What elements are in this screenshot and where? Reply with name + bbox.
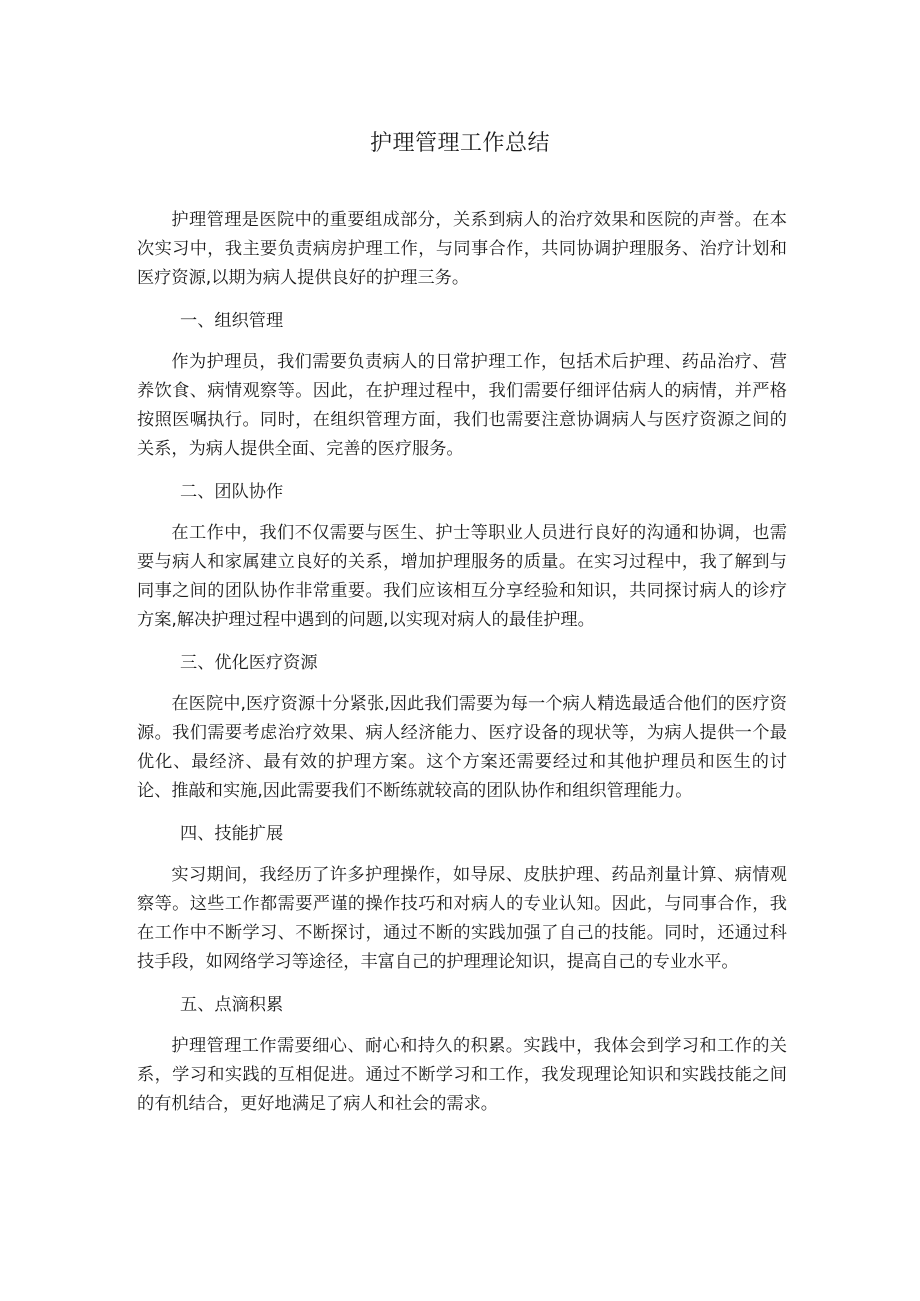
section-heading-organization: 一、组织管理 xyxy=(180,311,284,331)
section-heading-accumulation: 五、点滴积累 xyxy=(180,995,284,1015)
section-text-skills: 实习期间，我经历了许多护理操作，如导尿、皮肤护理、药品剂量计算、病情观察等。这些工作都需要严谨的操作技巧和对病人的专业认知。因此，与同事合作，我在工作中不断学习、不断探讨，通过不断的实践加强了自己的技能。同时，还通过科技手段，如网络学习等途径，丰富自己的护理理论知识，提高自己的专业水平。 xyxy=(137,865,787,972)
intro-paragraph: 护理管理是医院中的重要组成部分，关系到病人的治疗效果和医院的声誉。在本次实习中，我主要负责病房护理工作，与同事合作，共同协调护理服务、治疗计划和医疗资源,以期为病人提供良好的护理三务。 xyxy=(137,210,787,288)
section-heading-resources: 三、优化医疗资源 xyxy=(180,653,318,673)
section-text-organization: 作为护理员，我们需要负责病人的日常护理工作，包括术后护理、药品治疗、营养饮食、病情观察等。因此，在护理过程中，我们需要仔细评估病人的病情，并严格按照医嘱执行。同时，在组织管理方面，我们也需要注意协调病人与医疗资源之间的关系，为病人提供全面、完善的医疗服务。 xyxy=(137,352,787,459)
section-text-accumulation: 护理管理工作需要细心、耐心和持久的积累。实践中，我体会到学习和工作的关系，学习和实践的互相促进。通过不断学习和工作，我发现理论知识和实践技能之间的有机结合，更好地满足了病人和社会的需求。 xyxy=(137,1036,787,1114)
page-title: 护理管理工作总结 xyxy=(369,131,550,156)
section-text-teamwork: 在工作中，我们不仅需要与医生、护士等职业人员进行良好的沟通和协调，也需要与病人和家属建立良好的关系，增加护理服务的质量。在实习过程中，我了解到与同事之间的团队协作非常重要。我们应该相互分享经验和知识，共同探讨病人的诊疗方案,解决护理过程中遇到的问题,以实现对病人的最佳护理。 xyxy=(137,523,787,630)
section-heading-skills: 四、技能扩展 xyxy=(180,824,284,844)
section-heading-teamwork: 二、团队协作 xyxy=(180,482,284,502)
section-text-resources: 在医院中,医疗资源十分紧张,因此我们需要为每一个病人精选最适合他们的医疗资源。我们需要考虑治疗效果、病人经济能力、医疗设备的现状等，为病人提供一个最优化、最经济、最有效的护理方案。这个方案还需要经过和其他护理员和医生的讨论、推敲和实施,因此需要我们不断练就较高的团队协作和组织管理能力。 xyxy=(137,694,787,801)
